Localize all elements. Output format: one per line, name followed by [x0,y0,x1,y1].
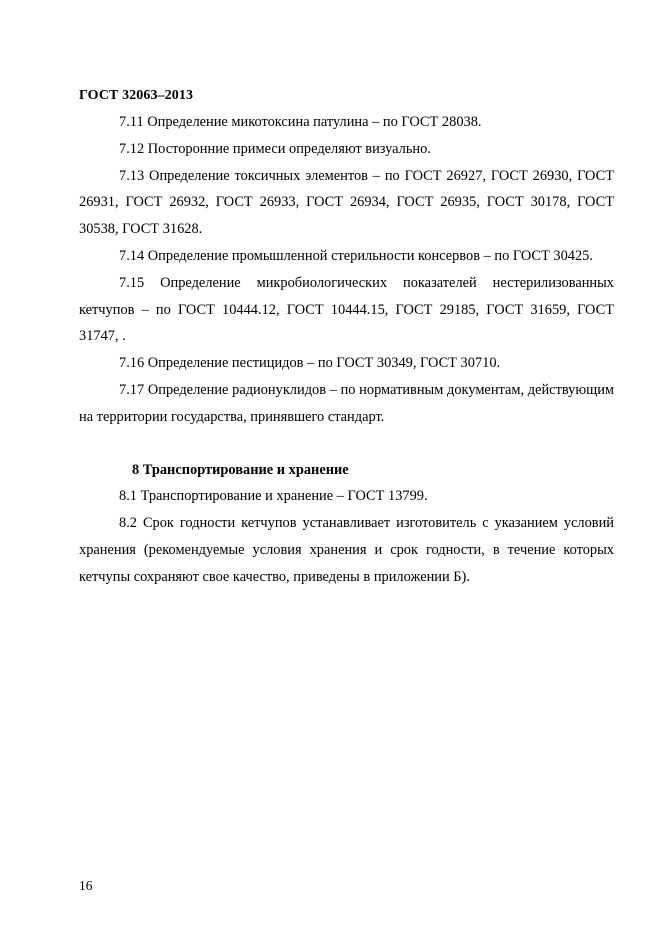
paragraph-7-15: 7.15 Определение микробиологических показателей нестерилизованных кетчупов – по ГОСТ 10444.12, ГОСТ 10444.15, ГОСТ 29185, ГОСТ 31659, ГОСТ 31747, . [79,274,614,345]
paragraph-7-14: 7.14 Определение промышленной стерильности консервов – по ГОСТ 30425. [119,247,593,264]
paragraph-8-2: 8.2 Срок годности кетчупов устанавливает изготовитель с указанием условий хранения (рекомендуемые условия хранения и срок годности, в течение которых кетчупы сохраняют свое качество, приведены в приложении Б). [79,515,614,585]
paragraph-8-1: 8.1 Транспортирование и хранение – ГОСТ 13799. [119,488,428,505]
page-number: 16 [79,878,93,893]
document-body [79,109,614,591]
paragraph-7-16: 7.16 Определение пестицидов – по ГОСТ 30349, ГОСТ 30710. [119,355,501,372]
paragraph-7-17: 7.17 Определение радионуклидов – по нормативным документам, действующим на территории государства, принявшего стандарт. [79,381,614,425]
paragraph-7-12: 7.12 Посторонние примеси определяют визуально. [119,140,431,157]
standard-code-header: ГОСТ 32063–2013 [79,88,194,103]
section-8-heading: 8 Транспортирование и хранение [132,461,349,478]
paragraph-7-13: 7.13 Определение токсичных элементов – по ГОСТ 26927, ГОСТ 26930, ГОСТ 26931, ГОСТ 26932, ГОСТ 26933, ГОСТ 26934, ГОСТ 26935, ГОСТ 30178, ГОСТ 30538, ГОСТ 31628. [79,167,614,238]
paragraph-7-11: 7.11 Определение микотоксина патулина – по ГОСТ 28038. [119,114,482,130]
